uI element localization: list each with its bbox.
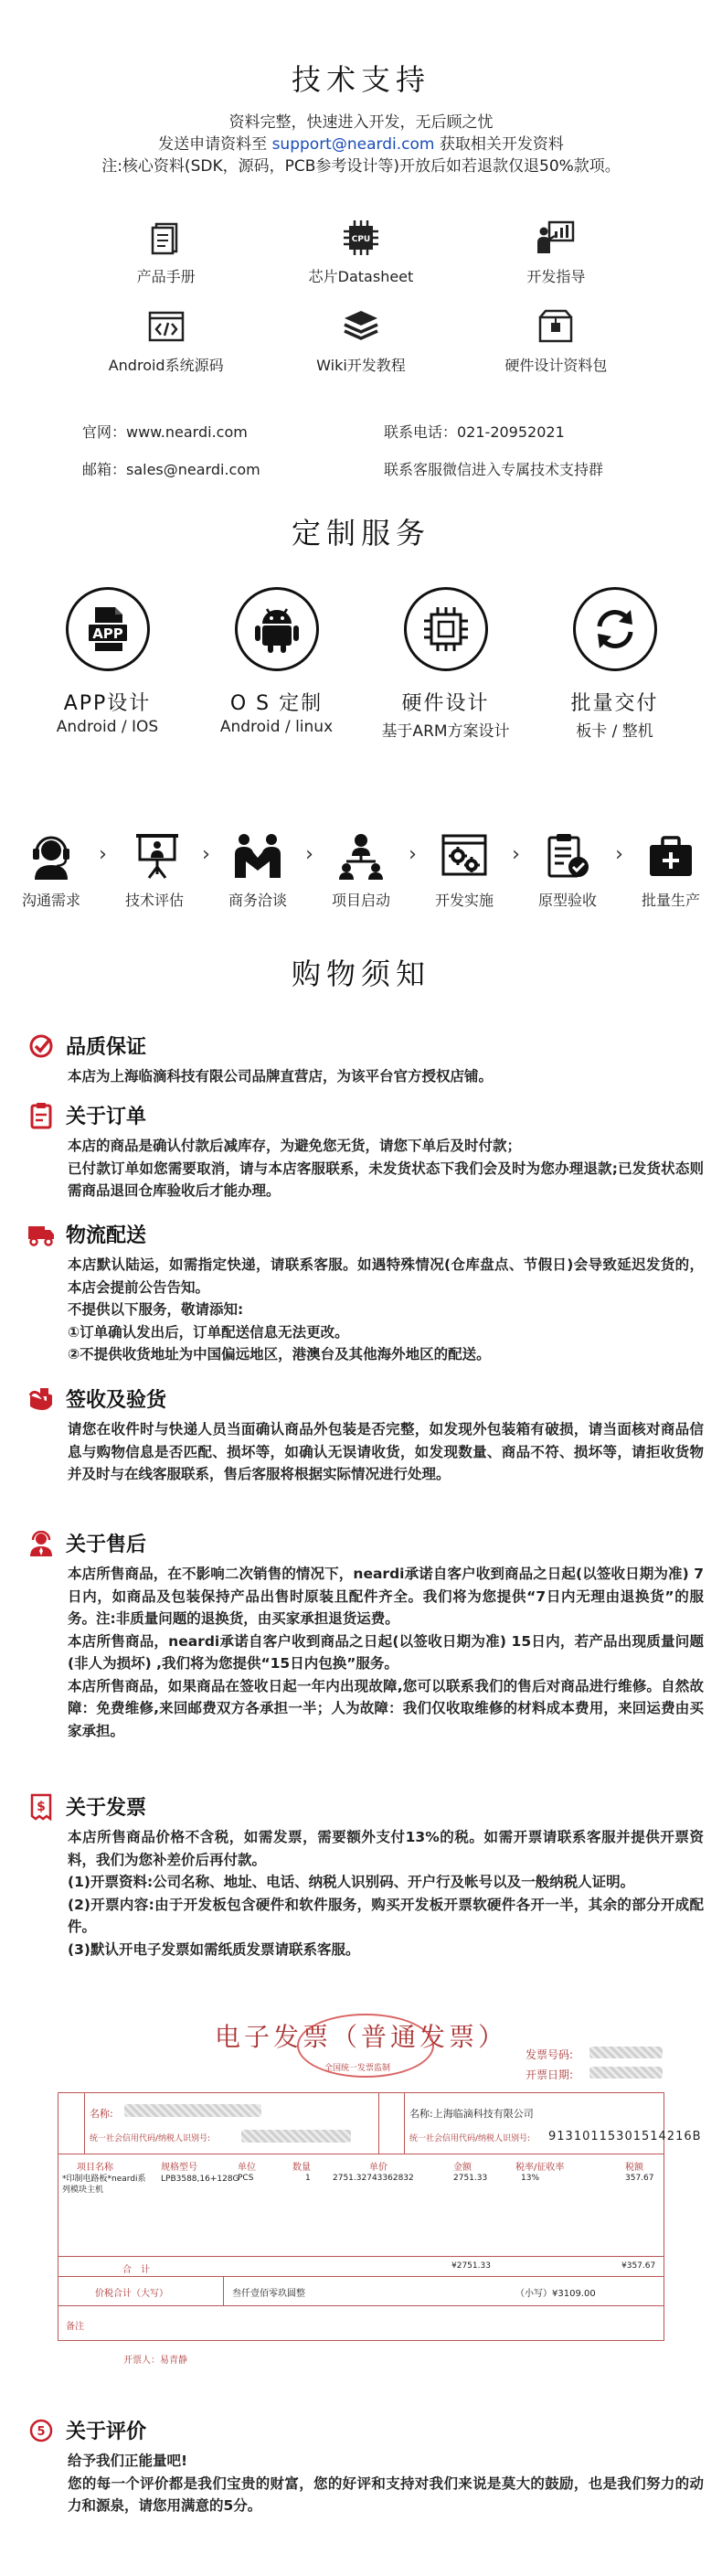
resource-product-manual[interactable] <box>69 218 263 286</box>
item-qty: 1 <box>305 2174 311 2183</box>
item-name: *印制电路板*neardi系列模块主机 <box>62 2175 146 2195</box>
presenter-icon <box>129 830 180 882</box>
process-label: 商务洽谈 <box>228 892 287 909</box>
resource-label: 芯片Datasheet <box>308 268 414 285</box>
custom-section <box>0 510 722 552</box>
service-batch-delivery[interactable] <box>537 587 693 741</box>
invoice-icon <box>27 1793 55 1821</box>
col-amount: 金额 <box>453 2163 472 2173</box>
presentation-icon <box>536 218 576 258</box>
process-step-development <box>422 830 506 910</box>
invoice-sample-title: 电子发票（普通发票） <box>214 2022 507 2052</box>
service-sub: Android / IOS <box>56 718 159 736</box>
seller-tax-value: 91310115301514216B <box>548 2130 702 2143</box>
notice-line: 本店所售商品，在不影响二次销售的情况下，neardi承诺自客户收到商品之日起(以签收日期为准) 7日内，如商品及包装保持产品出售时原装且配件齐全。我们将为您提供“7日内无理由退换货”的服务。注:非质量问题的退换货，由买家承担退货运费。 <box>68 1566 704 1627</box>
contact-wechat: 联系客服微信进入专属技术支持群 <box>384 461 604 478</box>
notice-line: ②不提供收货地址为中国偏远地区，港澳台及其他海外地区的配送。 <box>68 1346 491 1363</box>
contact-phone: 联系电话：021-20952021 <box>384 423 565 441</box>
process-flow <box>9 830 713 910</box>
resource-wiki-tutorial[interactable] <box>263 306 458 375</box>
service-title: O S 定制 <box>229 692 324 715</box>
service-hardware[interactable] <box>368 587 524 741</box>
notice-line: 本店的商品是确认付款后减库存，为避免您无货，请您下单后及时付款； <box>68 1138 522 1154</box>
notice-line: 本店所售商品，如果商品在签收日起一年内出现故障,您可以联系我们的售后对商品进行维修。自然故障：免费维修,来回邮费双方各承担一半；人为故障：我们仅收取维修的材料成本费用，来回运费由买家承担。 <box>68 1677 704 1739</box>
col-price: 单价 <box>369 2163 388 2173</box>
process-label: 开发实施 <box>434 892 494 909</box>
item-price: 2751.32743362832 <box>333 2174 414 2183</box>
notice-line: 不提供以下服务，敬请添知: <box>68 1301 244 1318</box>
notice-line: 给予我们正能量吧! <box>68 2453 188 2469</box>
grand-total-words: 叁仟壹佰零玖圆整 <box>232 2289 305 2299</box>
contact-info <box>82 421 685 479</box>
total-amount: ¥2751.33 <box>451 2261 491 2271</box>
notice-line: 本店默认陆运，如需指定快递，请联系客服。如遇特殊情况(仓库盘点、节假日)会导致延迟发货的，本店会提前公告告知。 <box>68 1256 704 1296</box>
resource-label: Android系统源码 <box>108 357 224 374</box>
process-step-communication <box>9 830 93 910</box>
gears-window-icon <box>439 830 490 882</box>
process-label: 项目启动 <box>331 892 390 909</box>
seller-name: 名称:上海临滴科技有限公司 <box>409 2108 534 2120</box>
invoice-code-label: 发票号码: <box>526 2048 574 2061</box>
notice-receipt-title: 签收及验货 <box>66 1389 167 1412</box>
service-title: APP设计 <box>63 692 152 715</box>
service-sub: Android / linux <box>219 718 334 736</box>
service-title: 硬件设计 <box>401 692 490 715</box>
process-label: 原型验收 <box>537 892 597 909</box>
notice-line: 本店所售商品价格不含税，如需发票，需要额外支付13%的税。如需开票请联系客服并提供开票资料，我们为您补差价后再付款。 <box>68 1829 704 1868</box>
service-sub: 板卡 / 整机 <box>576 722 653 741</box>
process-label: 批量生产 <box>641 892 700 909</box>
android-icon <box>253 604 301 655</box>
invoice-stamp-text: 全国统一发票监制 <box>324 2064 391 2073</box>
svg-text:$: $ <box>37 1799 46 1814</box>
buyer-tax-blur <box>241 2130 351 2143</box>
tech-line2 <box>0 134 722 155</box>
notice-line: (3)默认开电子发票如需纸质发票请联系客服。 <box>68 1940 360 1958</box>
support-email-link[interactable]: support@neardi.com <box>271 135 435 154</box>
notice-shipping-title: 物流配送 <box>66 1224 147 1247</box>
item-unit: PCS <box>238 2174 254 2183</box>
star-badge-icon <box>27 2417 55 2444</box>
service-circle <box>235 587 319 671</box>
svg-text:5: 5 <box>37 2424 46 2439</box>
chevron-right-icon: › <box>202 843 210 866</box>
contact-website[interactable]: 官网：www.neardi.com <box>82 423 248 441</box>
quality-badge-icon <box>27 1032 55 1060</box>
notice-line: 已付款订单如您需要取消，请与本店客服联系，未发货状态下我们会及时为您办理退款;已发货状态则需商品退回仓库验收后才能办理。 <box>68 1160 704 1199</box>
notice-order <box>27 1101 704 1202</box>
process-step-acceptance <box>526 830 610 910</box>
col-item-name: 项目名称 <box>77 2163 113 2173</box>
invoice-date-blur <box>589 2067 663 2079</box>
service-circle <box>404 587 488 671</box>
tech-support-title: 技术支持 <box>291 62 430 97</box>
chevron-right-icon: › <box>99 843 107 866</box>
handshake-icon <box>232 830 283 882</box>
notice-quality-title: 品质保证 <box>66 1036 147 1059</box>
truck-icon <box>27 1221 55 1248</box>
notice-invoice <box>27 1792 704 1961</box>
seller-tax-label: 统一社会信用代码/纳税人识别号: <box>409 2134 531 2143</box>
tech-line2-suffix: 获取相关开发资料 <box>439 135 564 154</box>
stack-icon <box>341 306 381 347</box>
clipboard-icon <box>27 1102 55 1129</box>
notice-line: 请您在收件时与快递人员当面确认商品外包装是否完整，如发现外包装箱有破损，请当面核对商品信息与购物信息是否匹配、损坏等，如确认无误请收货，如发现数量、商品不符、损坏等，请拒收货物并及时与在线客服联系，售后客服将根据实际情况进行处理。 <box>68 1421 704 1482</box>
code-icon <box>146 306 186 347</box>
tech-intro <box>0 112 722 177</box>
notice-shipping <box>27 1220 704 1366</box>
hand-receive-icon <box>27 1385 55 1413</box>
refresh-icon <box>592 606 638 652</box>
invoice-issuer: 开票人：易青静 <box>123 2356 187 2366</box>
invoice-frame <box>58 2092 702 2341</box>
notice-review-title: 关于评价 <box>66 2421 147 2443</box>
contact-email[interactable]: 邮箱：sales@neardi.com <box>82 461 260 478</box>
buyer-name-blur <box>124 2104 261 2117</box>
tech-support-section <box>0 57 722 99</box>
buyer-tax-label: 统一社会信用代码/纳税人识别号: <box>90 2134 211 2143</box>
service-os[interactable] <box>199 587 355 741</box>
invoice-code-blur <box>589 2047 663 2058</box>
notice-line: (2)开票内容:由于开发板包含硬件和软件服务，购买开发板开票软硬件各开一半，其余的部分开成配件。 <box>68 1896 704 1935</box>
document-icon <box>146 218 186 258</box>
notice-line: (1)开票资料:公司名称、地址、电话、纳税人识别码、开户行及帐号以及一般纳税人证明。 <box>68 1874 635 1890</box>
tech-line3: 注:核心资料(SDK，源码，PCB参考设计等)开放后如若退款仅退50%款项。 <box>101 157 621 176</box>
grand-total-label: 价税合计（大写） <box>95 2289 168 2299</box>
process-step-evaluation <box>112 830 196 910</box>
total-label: 合 计 <box>122 2265 150 2275</box>
svg-text:CPU: CPU <box>351 235 371 244</box>
notice-quality <box>27 1031 704 1088</box>
invoice-date-label: 开票日期: <box>526 2068 574 2081</box>
notice-order-title: 关于订单 <box>66 1106 147 1128</box>
hardware-package-icon <box>536 306 576 347</box>
process-label: 技术评估 <box>124 892 184 909</box>
buyer-name-label: 名称: <box>90 2108 113 2120</box>
resource-label: Wiki开发教程 <box>316 357 406 374</box>
notice-aftersale-title: 关于售后 <box>66 1534 147 1556</box>
headset-icon <box>26 830 77 882</box>
service-circle <box>573 587 657 671</box>
resource-chip-datasheet[interactable] <box>263 218 458 286</box>
chevron-right-icon: › <box>615 843 623 866</box>
hierarchy-icon <box>335 830 387 882</box>
service-title: 批量交付 <box>570 692 659 715</box>
process-label: 沟通需求 <box>21 892 80 909</box>
notice-line: 您的每一个评价都是我们宝贵的财富，您的好评和支持对我们来说是莫大的鼓励，也是我们努力的动力和源泉，请您用满意的5分。 <box>68 2474 704 2514</box>
notice-line: ①订单确认发出后，订单配送信息无法更改。 <box>68 1323 349 1341</box>
resource-android-source[interactable] <box>69 306 263 375</box>
service-list <box>23 587 699 741</box>
service-agent-icon <box>27 1530 55 1557</box>
checklist-icon <box>542 830 593 882</box>
item-tax: 357.67 <box>625 2174 654 2183</box>
tech-line1: 资料完整，快速进入开发，无后顾之忧 <box>228 113 494 132</box>
service-app[interactable] <box>30 587 186 741</box>
grand-total-small: （小写）¥3109.00 <box>515 2289 596 2299</box>
cpu-icon <box>341 218 381 258</box>
process-step-kickoff <box>319 830 403 910</box>
chevron-right-icon: › <box>305 843 313 866</box>
resource-dev-guide[interactable] <box>459 218 653 286</box>
toolbox-icon <box>645 830 696 882</box>
total-tax: ¥357.67 <box>621 2261 656 2271</box>
resource-hardware-package[interactable] <box>459 306 653 375</box>
notice-line: 本店所售商品，neardi承诺自客户收到商品之日起(以签收日期为准) 15日内，若产品出现质量问题(非人为损坏) ,我们将为您提供“15日内包换”服务。 <box>68 1632 704 1672</box>
chevron-right-icon: › <box>409 843 417 866</box>
item-rate: 13% <box>521 2174 540 2183</box>
process-step-production <box>629 830 713 910</box>
process-step-negotiation <box>216 830 300 910</box>
invoice-sample <box>41 2008 702 2374</box>
item-spec: LPB3588,16+128G <box>161 2175 239 2184</box>
notice-section <box>0 951 722 993</box>
chevron-right-icon: › <box>512 843 520 866</box>
tech-line2-prefix: 发送申请资料至 <box>158 135 268 154</box>
col-rate: 税率/征收率 <box>515 2163 565 2173</box>
remark-label: 备注 <box>66 2322 84 2332</box>
notice-title: 购物须知 <box>291 957 430 991</box>
notice-review <box>27 2416 704 2517</box>
col-tax: 税额 <box>625 2163 643 2173</box>
resource-grid <box>69 218 653 375</box>
item-amount: 2751.33 <box>453 2174 488 2183</box>
service-circle <box>66 587 150 671</box>
app-icon <box>82 604 133 655</box>
service-sub: 基于ARM方案设计 <box>381 722 510 741</box>
resource-label: 开发指导 <box>526 268 586 285</box>
custom-title: 定制服务 <box>291 516 430 550</box>
notice-line: 本店为上海临滴科技有限公司品牌直营店，为该平台官方授权店铺。 <box>68 1068 494 1085</box>
notice-aftersale <box>27 1529 704 1742</box>
col-unit: 单位 <box>238 2163 256 2173</box>
resource-label: 产品手册 <box>136 268 196 285</box>
notice-invoice-title: 关于发票 <box>66 1797 147 1820</box>
notice-receipt <box>27 1384 704 1486</box>
chip-icon <box>422 605 470 653</box>
svg-text:APP: APP <box>91 625 123 642</box>
col-qty: 数量 <box>292 2163 311 2173</box>
resource-label: 硬件设计资料包 <box>504 357 608 374</box>
col-spec: 规格型号 <box>161 2163 197 2173</box>
